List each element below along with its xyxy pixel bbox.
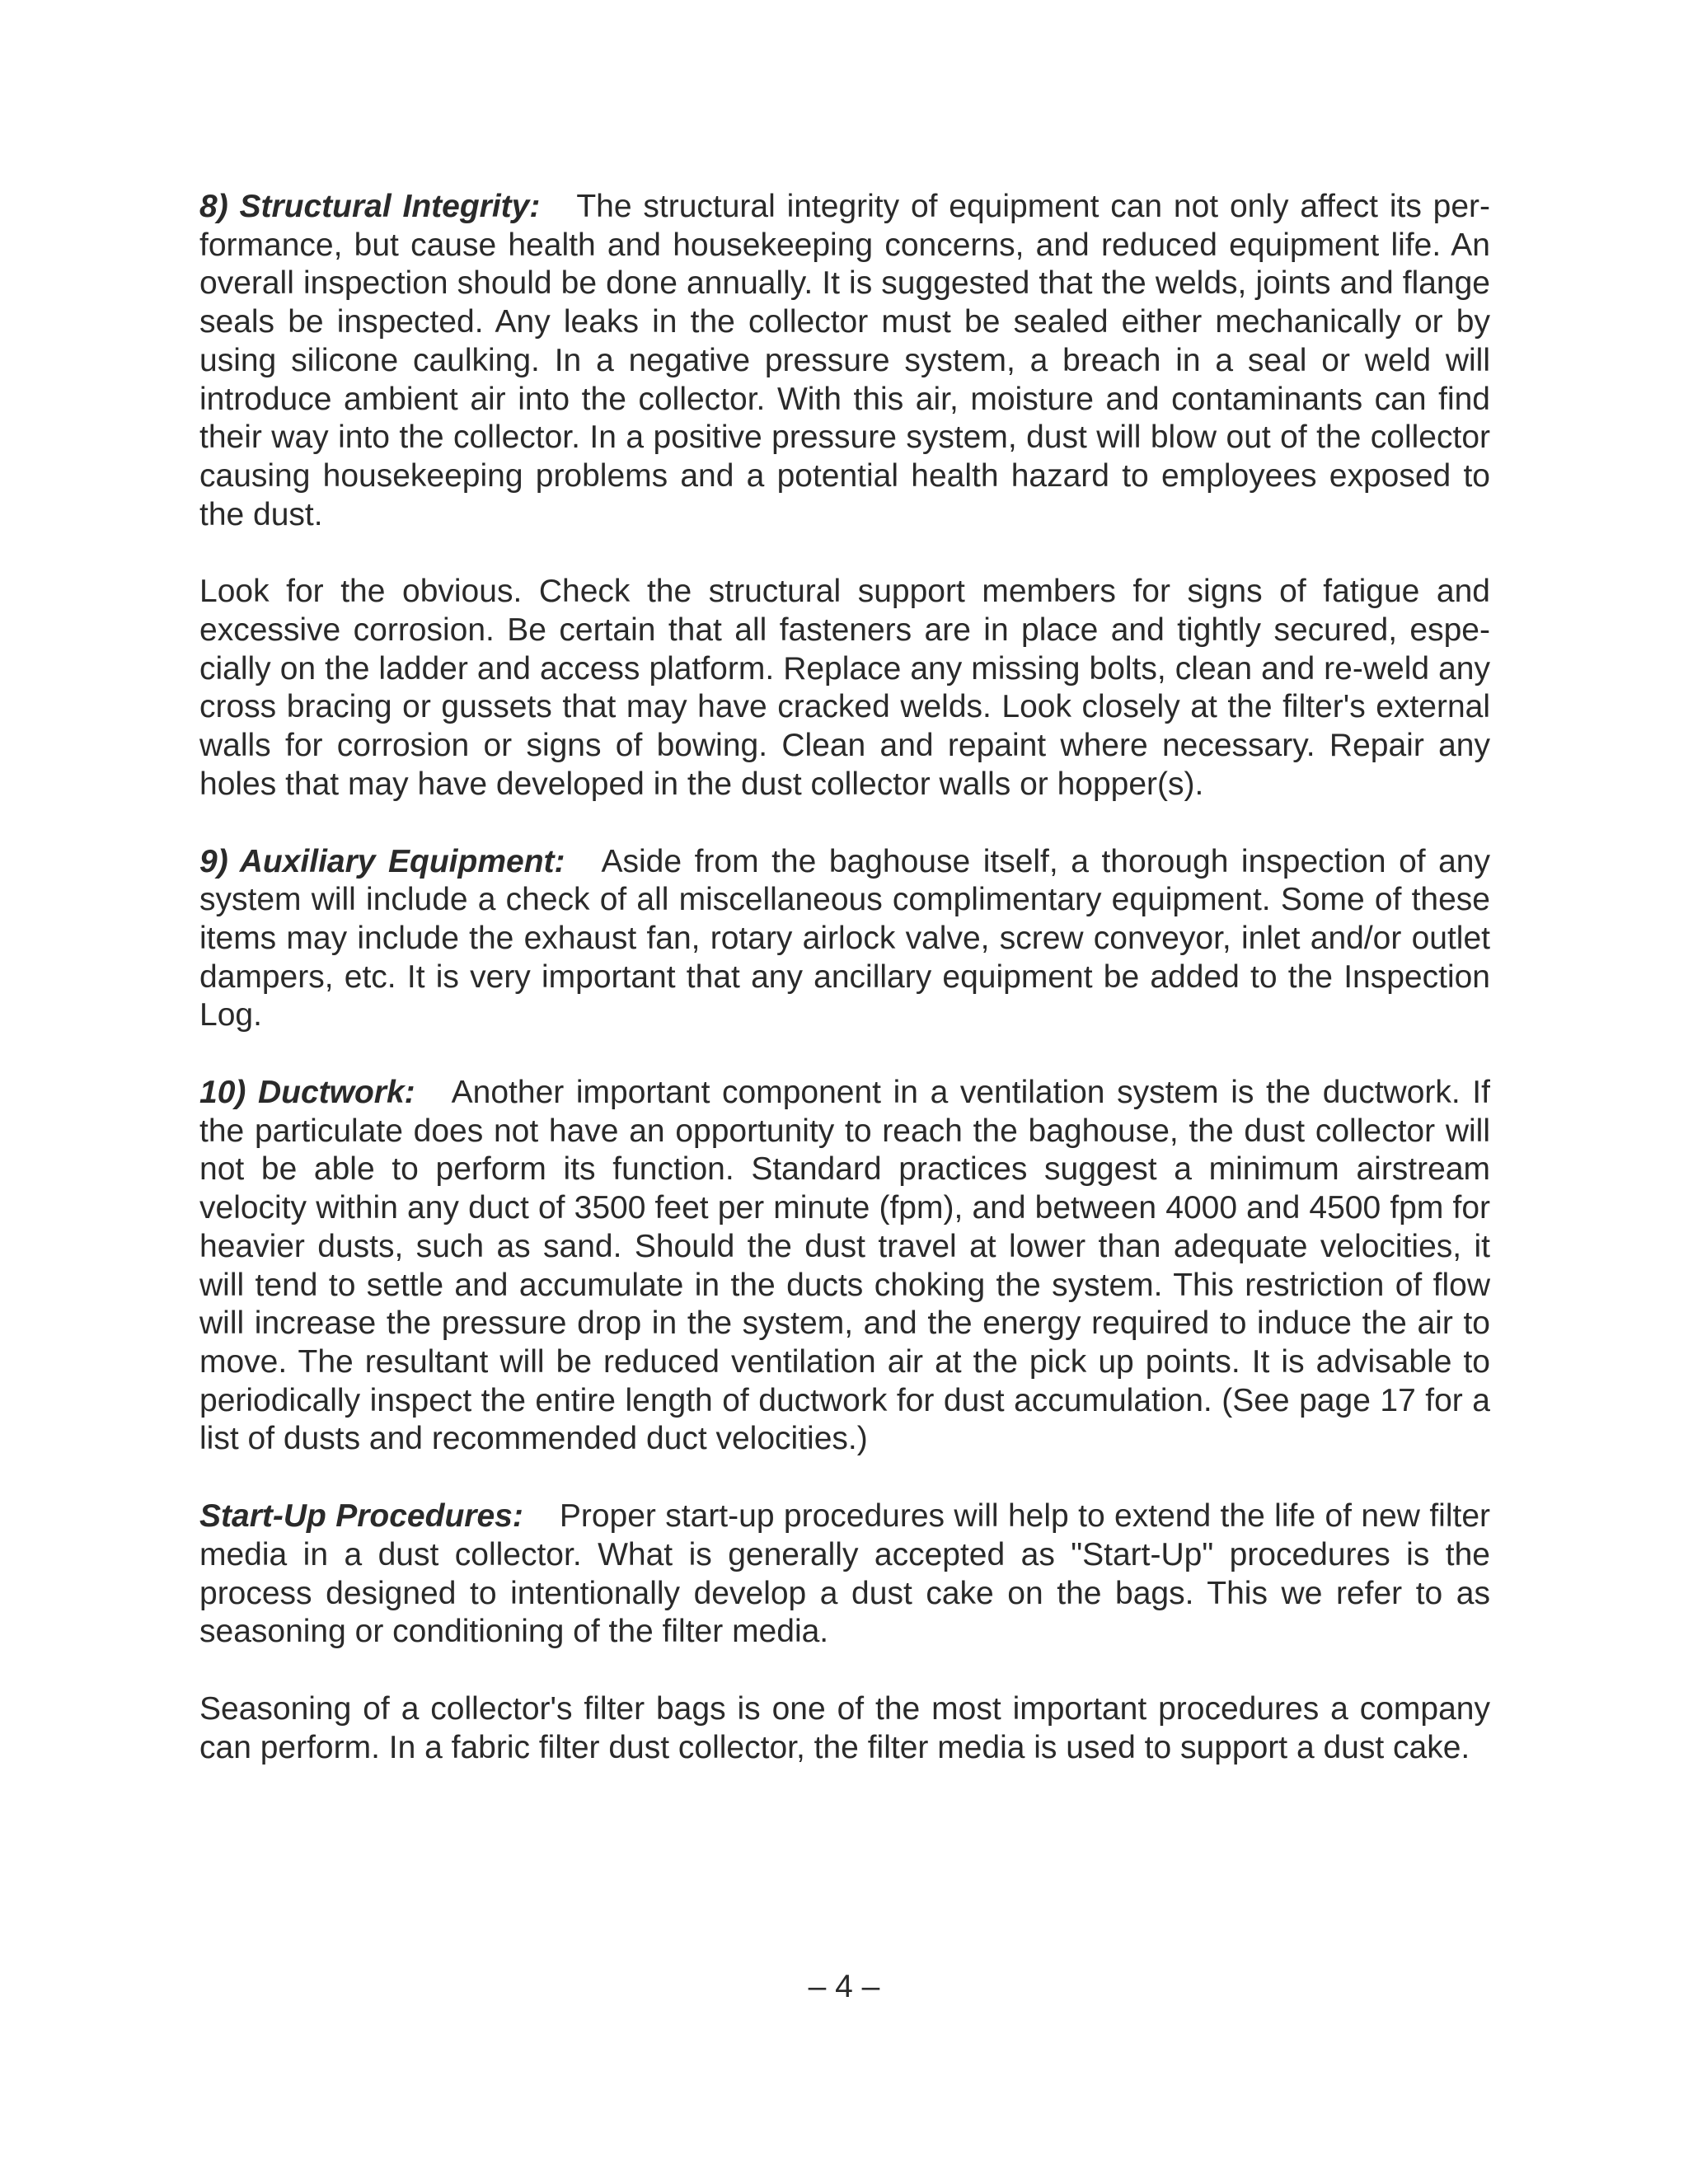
document-body [199,188,1490,1806]
section-text: Another important component in a ventilation system is the ductwork. If the particulate does not have an opportunity to reach the baghouse, the dust collector will not be able to perform its function. Standard practices suggest a minimum airstream velocity within any duct of 3500 feet per minute (fpm), and between 4000 and 4500 fpm for heavier dusts, such as sand. Should the dust travel at lower than adequate velocities, it will tend to settle and accumulate in the ducts choking the system. This restriction of flow will increase the pressure drop in the system, and the energy required to induce the air to move. The resultant will be reduced ventilation air at the pick up points. It is advisable to periodically inspect the entire length of ductwork for dust accumulation. (See page 17 for a list of dusts and recommended duct velocities.) [199,1075,1490,1457]
section-heading: 8) Structural Integrity: [199,189,541,224]
section-auxiliary-equipment [199,843,1490,1036]
section-text: The structural integrity of equipment can not only affect its performance, but cause health and housekeeping concerns, and reduced equipment life. An overall inspection should be done annually. It is suggested that the welds, joints and flange seals be inspected. Any leaks in the collector must be sealed either mechanically or by using silicone caulking. In a negative pressure system, a breach in a seal or weld will introduce ambient air into the collector. With this air, moisture and contaminants can find their way into the collector. In a positive pressure system, dust will blow out of the collector causing housekeeping problems and a potential health hazard to employees exposed to the dust. [199,189,1490,532]
section-ductwork [199,1074,1490,1459]
section-text: Seasoning of a collector's filter bags is one of the most important procedures a company can perform. In a fabric filter dust collector, the filter media is used to support a dust cake. [199,1690,1490,1765]
section-text: Aside from the baghouse itself, a thorough inspection of any system will include a check of all miscellaneous complimentary equipment. Some of these items may include the exhaust fan, rotary airlock valve, screw conveyor, inlet and/or outlet dampers, etc. It is very important that any ancillary equipment be added to the Inspection Log. [199,843,1490,1033]
page-number: – 4 – [808,1969,880,2004]
section-seasoning [199,1690,1490,1767]
section-text: Proper start-up procedures will help to extend the life of new filter media in a dust collector. What is generally accepted as "Start-Up" procedures is the process designed to intentionally develop a dust cake on the bags. This we refer to as seasoning or conditioning of the filter media. [199,1498,1490,1650]
section-look-for-obvious [199,573,1490,804]
section-start-up-procedures [199,1497,1490,1652]
section-heading: 9) Auxiliary Equipment: [199,843,565,879]
section-structural-integrity [199,188,1490,534]
section-text: Look for the obvious. Check the structural support members for signs of fatigue and excessive corrosion. Be certain that all fasteners are in place and tightly secured, especially on the ladder and access platform. Replace any missing bolts, clean and re-weld any cross bracing or gussets that may have cracked welds. Look closely at the filter's external walls for corrosion or signs of bowing. Clean and repaint where necessary. Repair any holes that may have developed in the dust collector walls or hopper(s). [199,574,1490,802]
section-heading: 10) Ductwork: [199,1075,415,1111]
section-heading: Start-Up Procedures: [199,1498,523,1535]
